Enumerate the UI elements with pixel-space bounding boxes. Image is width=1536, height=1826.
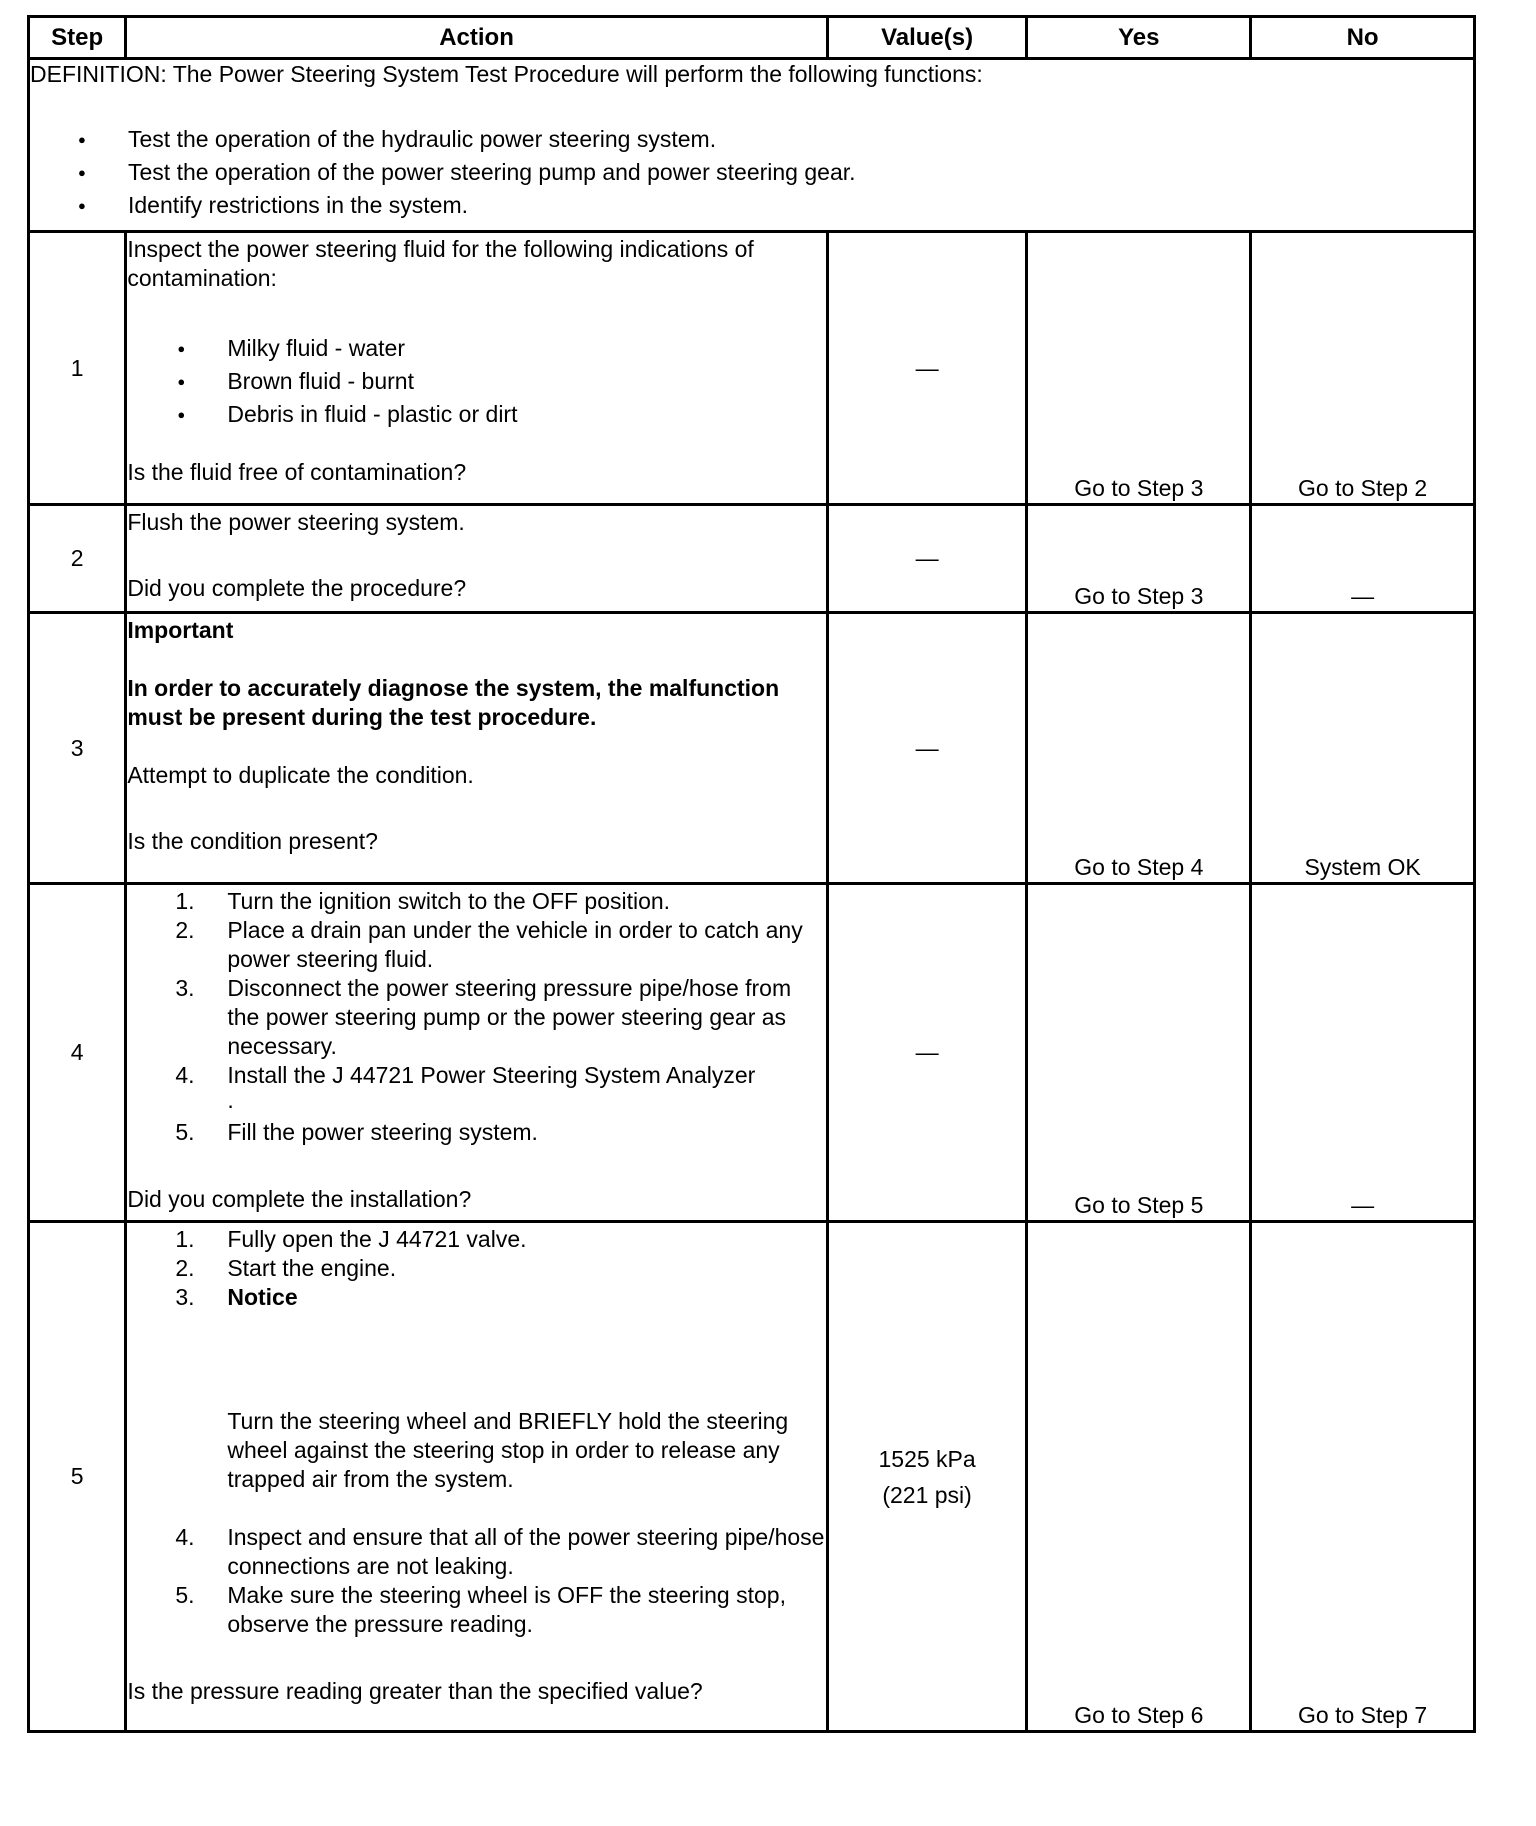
item-number: 1. bbox=[175, 888, 195, 914]
item-text: Turn the ignition switch to the OFF position. bbox=[227, 888, 671, 914]
action-question: Is the fluid free of contamination? bbox=[127, 459, 467, 485]
notice-label: Notice bbox=[227, 1284, 298, 1310]
item-text: Make sure the steering wheel is OFF the steering stop, observe the pressure reading. bbox=[227, 1582, 786, 1637]
item-tail: . bbox=[227, 1087, 234, 1113]
definition-bullet: ● Test the operation of the hydraulic power steering system. bbox=[128, 123, 1473, 156]
list-item bbox=[175, 1283, 825, 1494]
definition-cell bbox=[29, 59, 1475, 232]
item-text: Install the J 44721 Power Steering System Analyzer bbox=[227, 1062, 756, 1088]
no-cell: System OK bbox=[1251, 613, 1475, 884]
list-item: ● Milky fluid - water bbox=[227, 332, 825, 365]
list-item bbox=[175, 1118, 825, 1147]
definition-list bbox=[30, 123, 1473, 222]
definition-bullet: ● Identify restrictions in the system. bbox=[128, 189, 1473, 222]
no-cell: Go to Step 2 bbox=[1251, 232, 1475, 505]
list-item bbox=[175, 887, 825, 916]
list-item: ● Brown fluid - burnt bbox=[227, 365, 825, 398]
no-cell: — bbox=[1251, 505, 1475, 613]
item-number: 3. bbox=[175, 975, 195, 1001]
list-item: ● Debris in fluid - plastic or dirt bbox=[227, 398, 825, 431]
action-question: Is the pressure reading greater than the specified value? bbox=[127, 1678, 703, 1704]
value-cell: — bbox=[827, 505, 1027, 613]
step-number: 2 bbox=[29, 505, 126, 613]
item-number: 1. bbox=[175, 1226, 195, 1252]
no-cell: Go to Step 7 bbox=[1251, 1222, 1475, 1732]
header-yes: Yes bbox=[1027, 17, 1251, 59]
item-text: Start the engine. bbox=[227, 1255, 397, 1281]
header-action: Action bbox=[126, 17, 827, 59]
step-number: 1 bbox=[29, 232, 126, 505]
yes-cell: Go to Step 5 bbox=[1027, 884, 1251, 1222]
yes-cell: Go to Step 4 bbox=[1027, 613, 1251, 884]
step-number: 3 bbox=[29, 613, 126, 884]
item-number: 2. bbox=[175, 917, 195, 943]
procedure-list bbox=[127, 1225, 825, 1494]
action-question: Did you complete the installation? bbox=[127, 1186, 472, 1212]
item-number: 5. bbox=[175, 1582, 195, 1608]
table-row bbox=[29, 1222, 1475, 1732]
no-cell: — bbox=[1251, 884, 1475, 1222]
yes-cell: Go to Step 6 bbox=[1027, 1222, 1251, 1732]
table-row bbox=[29, 505, 1475, 613]
important-text: In order to accurately diagnose the system, the malfunction must be present during the test procedure. bbox=[127, 675, 780, 730]
item-text: Disconnect the power steering pressure pipe/hose from the power steering pump or the power steering gear as necessary. bbox=[227, 975, 792, 1059]
action-cell bbox=[126, 505, 827, 613]
action-cell bbox=[126, 613, 827, 884]
list-item bbox=[175, 1254, 825, 1283]
procedure-list bbox=[127, 887, 825, 1147]
yes-cell: Go to Step 3 bbox=[1027, 505, 1251, 613]
important-label: Important bbox=[127, 617, 234, 643]
action-intro: Flush the power steering system. bbox=[127, 509, 465, 535]
item-number: 4. bbox=[175, 1524, 195, 1550]
action-cell bbox=[126, 232, 827, 505]
header-row bbox=[29, 17, 1475, 59]
item-number: 4. bbox=[175, 1062, 195, 1088]
item-text: Inspect and ensure that all of the power steering pipe/hose connections are not leaking. bbox=[227, 1524, 825, 1579]
action-question: Is the condition present? bbox=[127, 828, 378, 854]
value-psi: (221 psi) bbox=[882, 1481, 972, 1508]
notice-text: Turn the steering wheel and BRIEFLY hold the steering wheel against the steering stop in order to release any trapped air from the system. bbox=[227, 1408, 789, 1492]
action-cell bbox=[126, 1222, 827, 1732]
definition-text: DEFINITION: The Power Steering System Test Procedure will perform the following functions: bbox=[30, 61, 983, 87]
action-question: Did you complete the procedure? bbox=[127, 575, 467, 601]
item-number: 5. bbox=[175, 1119, 195, 1145]
list-item bbox=[175, 1061, 825, 1113]
value-kpa: 1525 kPa bbox=[878, 1445, 976, 1472]
table-row bbox=[29, 232, 1475, 505]
procedure-list-continued bbox=[127, 1523, 825, 1639]
yes-cell: Go to Step 3 bbox=[1027, 232, 1251, 505]
item-text: Fully open the J 44721 valve. bbox=[227, 1226, 527, 1252]
item-number: 2. bbox=[175, 1255, 195, 1281]
value-cell: — bbox=[827, 613, 1027, 884]
action-intro: Attempt to duplicate the condition. bbox=[127, 762, 474, 788]
header-step: Step bbox=[29, 17, 126, 59]
value-cell bbox=[827, 1222, 1027, 1732]
list-item bbox=[175, 1225, 825, 1254]
table-row bbox=[29, 884, 1475, 1222]
item-text: Place a drain pan under the vehicle in order to catch any power steering fluid. bbox=[227, 917, 803, 972]
step-number: 5 bbox=[29, 1222, 126, 1732]
value-cell: — bbox=[827, 884, 1027, 1222]
header-values: Value(s) bbox=[827, 17, 1027, 59]
contamination-list bbox=[127, 332, 825, 431]
list-item bbox=[175, 974, 825, 1061]
list-item bbox=[175, 1581, 825, 1639]
action-cell bbox=[126, 884, 827, 1222]
header-no: No bbox=[1251, 17, 1475, 59]
table-row bbox=[29, 613, 1475, 884]
action-intro: Inspect the power steering fluid for the following indications of contamination: bbox=[127, 236, 754, 291]
list-item bbox=[175, 1523, 825, 1581]
item-number: 3. bbox=[175, 1284, 195, 1310]
diagnostic-table bbox=[27, 15, 1476, 1733]
definition-bullet: ● Test the operation of the power steering pump and power steering gear. bbox=[128, 156, 1473, 189]
list-item bbox=[175, 916, 825, 974]
value-cell: — bbox=[827, 232, 1027, 505]
step-number: 4 bbox=[29, 884, 126, 1222]
definition-row bbox=[29, 59, 1475, 232]
item-text: Fill the power steering system. bbox=[227, 1119, 538, 1145]
